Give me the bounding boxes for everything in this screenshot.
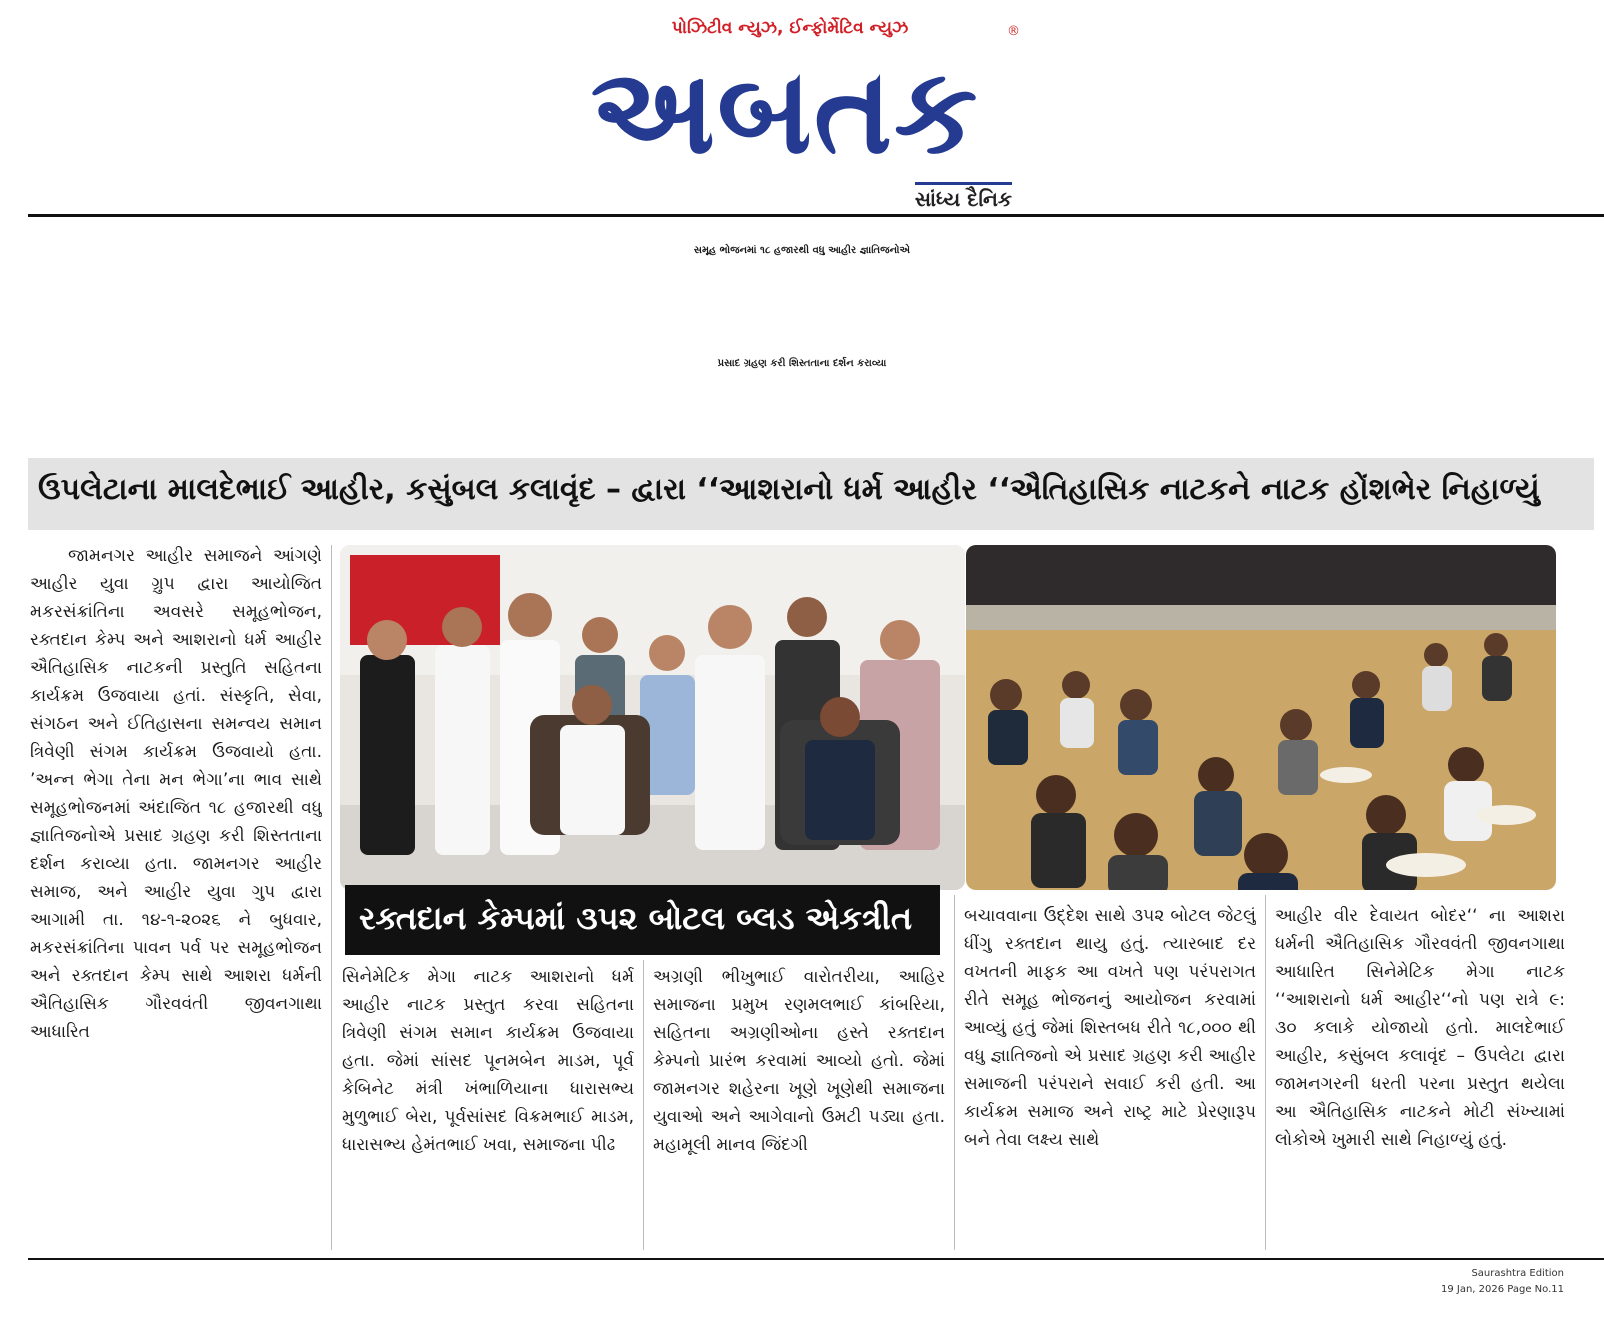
community-meal-photo (966, 545, 1556, 890)
column-divider (1265, 895, 1266, 1250)
article-column-5 (1275, 902, 1565, 1254)
registered-mark: ® (1007, 24, 1020, 39)
top-rule (28, 214, 1604, 217)
date-page-label: 19 Jan, 2026 Page No.11 (1440, 1284, 1564, 1295)
masthead-tagline: પોઝિટીવ ન્યુઝ, ઈન્ફોર્મેટિવ ન્યુઝ (671, 18, 909, 38)
article-col4-text: બચાવવાના ઉદ્દેશ સાથે ૩૫૨ બોટલ જેટલું ધીંગુ રક્તદાન થાયુ હતું. ત્યારબાદ દર વખતની માફક આ વખતે પણ પરંપરાગત રીતે સમૂહ ભોજનનું આયોજન કરવામાં આવ્યું હતું જેમાં શિસ્તબધ રીતે ૧૮,૦૦૦ થી વધુ જ્ઞાતિજનો એ પ્રસાદ ગ્રહણ કરી આહીર સમાજની પરંપરાને સવાઈ કરી હતી. આ કાર્યક્રમ સમાજ અને રાષ્ટ્ર માટે પ્રેરણારૂપ બને તેવા લક્ષ્ય સાથે (964, 906, 1256, 1150)
blood-donation-photo (340, 545, 965, 890)
column-divider (954, 895, 955, 1250)
subheadline-strip (28, 458, 1594, 530)
masthead (560, 18, 1020, 211)
article-column-4 (964, 902, 1256, 1254)
edition-label: Saurashtra Edition (1471, 1268, 1564, 1279)
headline-line-2: પ્રસાદ ગ્રહણ કરી શિસ્તતાના દર્શન કરાવ્યા (717, 358, 887, 369)
article-column-1 (30, 542, 322, 1252)
headline-line-1: સમૂહ ભોજનમાં ૧૮ હજારથી વધુ આહીર જ્ઞાતિજનોએ (693, 245, 911, 256)
subheadline: ઉપલેટાના માલદેભાઈ આહીર, કસુંબલ કલાવૃંદ – દ્વારા ‘‘આશરાનો ધર્મ આહીર ‘‘ઐતિહાસિક નાટકને નાટક હોંશભેર નિહાળ્યું (38, 472, 1540, 507)
column-divider (331, 545, 332, 1250)
article-column-2 (342, 963, 634, 1253)
column-divider (643, 960, 644, 1250)
masthead-subtitle: સાંધ્ય દૈનિક (915, 182, 1012, 211)
photo-caption-bar (345, 885, 940, 955)
bottom-rule (28, 1258, 1604, 1260)
article-col1-text: જામનગર આહીર સમાજને આંગણે આહીર યુવા ગ્રુપ દ્વારા આયોજિત મકરસંક્રાંતિના અવસરે સમૂહભોજન, રક્તદાન કેમ્પ અને આશરાનો ધર્મ આહીર ઐતિહાસિક નાટકની પ્રસ્તુતિ સહિતના કાર્યક્રમ ઉજવાયા હતાં. સંસ્કૃતિ, સેવા, સંગઠન અને ઈતિહાસના સમન્વય સમાન ત્રિવેણી સંગમ કાર્યક્રમ ઉજવાયો હતા. ’અન્ન ભેગા તેના મન ભેગા’ના ભાવ સાથે સમૂહભોજનમાં અંદાજિત ૧૮ હજારથી વધુ જ્ઞાતિજનોએ પ્રસાદ ગ્રહણ કરી શિસ્તતાના દર્શન કરાવ્યા હતા. જામનગર આહીર સમાજ, અને આહીર યુવા ગુપ દ્વારા આગામી તા. ૧૪-૧-૨૦૨૬ ને બુધવાર, મકરસંક્રાંતિના પાવન પર્વ પર સમૂહભોજન અને રક્તદાન કેમ્પ સાથે આશરા ધર્મની ઐતિહાસિક ગૌરવવંતી જીવનગાથા આધારિત (30, 546, 322, 1042)
article-col5-text: આહીર વીર દેવાયત બોદર‘‘ ના આશરા ધર્મની ઐતિહાસિક ગૌરવવંતી જીવનગાથા આધારિત સિનેમેટિક મેગા નાટક ‘‘આશરાનો ધર્મ આહીર‘‘નો પણ રાત્રે ૯: ૩૦ કલાકે યોજાયો હતો. માલદેભાઈ આહીર, કસુંબલ કલાવૃંદ – ઉપલેટા દ્વારા જામનગરની ધરતી પરના પ્રસ્તુત થયેલા આ ઐતિહાસિક નાટકને મોટી સંખ્યામાં લોકોએ ખુમારી સાથે નિહાળ્યું હતું. (1275, 906, 1565, 1150)
article-col2-text: સિનેમેટિક મેગા નાટક આશરાનો ધર્મ આહીર નાટક પ્રસ્તુત કરવા સહિતના ત્રિવેણી સંગમ સમાન કાર્યક્રમ ઉજવાયા હતા. જેમાં સાંસદ પૂનમબેન માડમ, પૂર્વ કેબિનેટ મંત્રી ખંભાળિયાના ધારાસભ્ય મુળુભાઈ બેરા, પૂર્વસાંસદ વિક્રમભાઈ માડમ, ધારાસભ્ય હેમંતભાઈ ખવા, સમાજના પીઢ (342, 967, 634, 1155)
article-col3-text: અગ્રણી ભીખુભાઈ વારોતરીયા, આહિર સમાજના પ્રમુખ રણમલભાઈ કાંબરિયા, સહિતના અગ્રણીઓના હસ્તે રક્તદાન કેમ્પનો પ્રારંભ કરવામાં આવ્યો હતો. જેમાં જામનગર શહેરના ખૂણે ખૂણેથી સમાજના યુવાઓ અને આગેવાનો ઉમટી પડ્યા હતા. મહામૂલી માનવ જિંદગી (653, 967, 945, 1155)
article-column-3 (653, 963, 945, 1253)
photo-caption: રક્તદાન કેમ્પમાં ૩૫૨ બોટલ બ્લડ એકત્રીત (359, 899, 913, 937)
newspaper-logo: અબતક (590, 42, 980, 180)
